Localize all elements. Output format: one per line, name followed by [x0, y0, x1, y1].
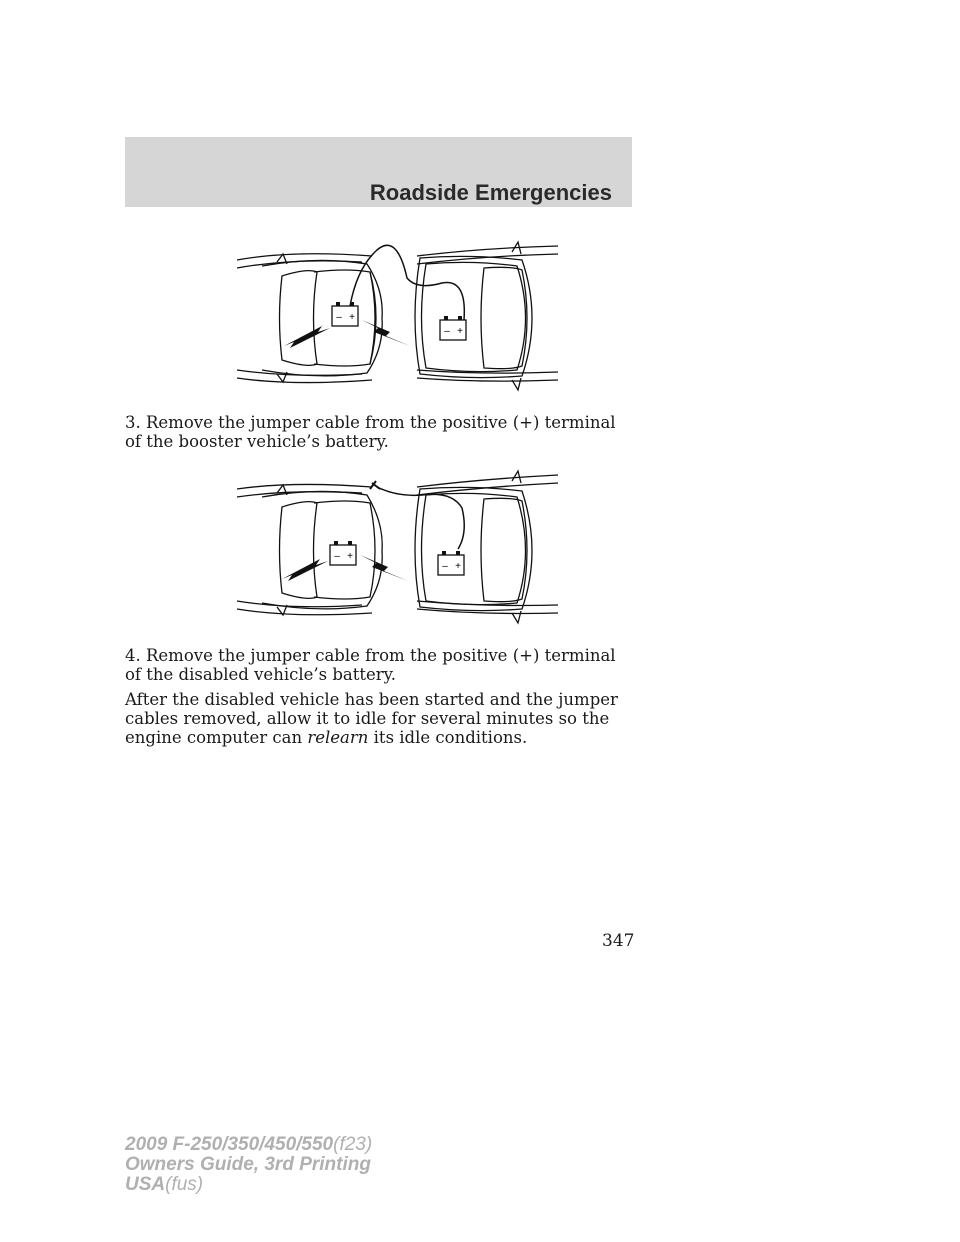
spark-icon [284, 326, 330, 348]
svg-text:–: – [334, 551, 340, 562]
svg-text:–: – [444, 326, 450, 337]
svg-text:–: – [336, 312, 342, 323]
svg-text:–: – [442, 561, 448, 572]
footer: 2009 F-250/350/450/550(f23) Owners Guide, 3rd Printing USA(fus) [125, 1134, 373, 1195]
page-number: 347 [602, 931, 635, 951]
svg-text:+: + [457, 326, 463, 337]
header-band [125, 137, 632, 207]
booster-vehicle-outline [415, 242, 558, 390]
step-4-text: 4. Remove the jumper cable from the positive (+) terminal of the disabled vehicle’s battery. [125, 646, 616, 684]
svg-text:+: + [349, 312, 355, 323]
disabled-vehicle-outline [237, 484, 382, 615]
booster-battery [438, 551, 464, 575]
jumper-diagram-step-3 [222, 228, 558, 396]
spark-icon [282, 559, 328, 581]
svg-text:+: + [347, 551, 353, 562]
disabled-battery [330, 541, 356, 565]
svg-text:+: + [455, 561, 461, 572]
booster-battery [440, 316, 466, 340]
disabled-battery [332, 302, 358, 326]
jumper-diagram-step-4 [222, 463, 558, 633]
section-title: Roadside Emergencies [369, 180, 612, 205]
spark-icon [360, 555, 408, 581]
step-3-text: 3. Remove the jumper cable from the positive (+) terminal of the booster vehicle’s battery. [125, 413, 616, 451]
spark-icon [362, 320, 410, 346]
idle-note: After the disabled vehicle has been started and the jumper cables removed, allow it to idle for several minutes so the engine computer can relearn its idle conditions. [125, 690, 618, 747]
relearn-emphasis: relearn [307, 728, 369, 747]
